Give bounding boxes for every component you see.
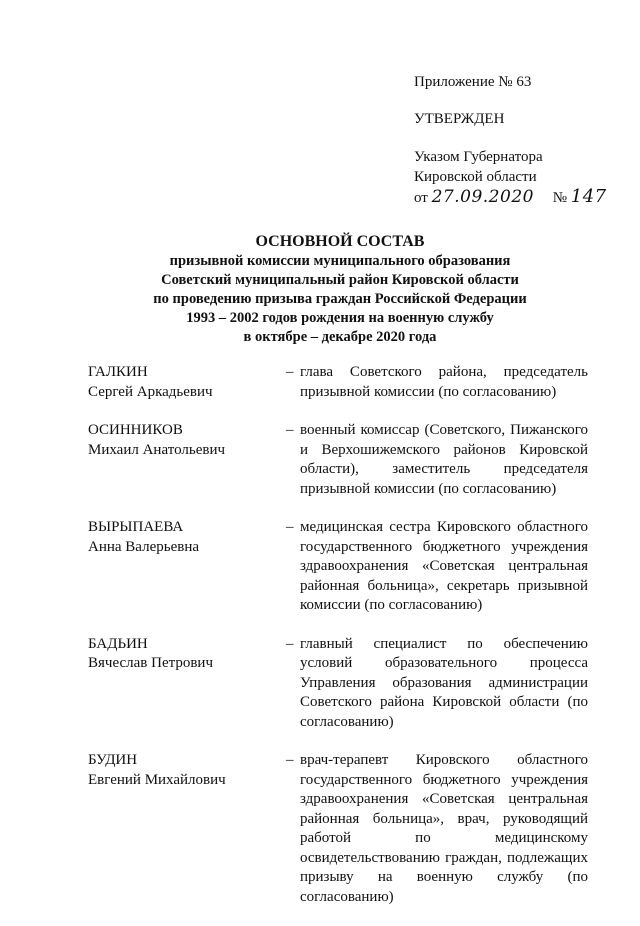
member-entry	[88, 518, 588, 616]
member-dash: –	[286, 422, 294, 438]
member-entry	[88, 751, 588, 907]
title-line-4: 1993 – 2002 годов рождения на военную службу	[186, 310, 494, 326]
member-surname: БУДИН	[88, 752, 138, 768]
member-name	[88, 421, 278, 460]
document-title: ОСНОВНОЙ СОСТАВ	[255, 233, 425, 250]
number-prefix: №	[552, 190, 568, 206]
member-surname: ГАЛКИН	[88, 364, 148, 380]
handwritten-number: 147	[570, 186, 607, 207]
member-role: медицинская сестра Кировского областного государственного бюджетного учреждения здравоохранения «Советская центральная районная больница», секретарь призывной комиссии (по согласованию)	[300, 519, 588, 613]
member-name	[88, 635, 278, 674]
title-line-1: призывной комиссии муниципального образования	[169, 253, 511, 269]
date-prefix: от	[414, 190, 428, 206]
member-given-name: Евгений Михайлович	[88, 771, 226, 788]
member-role: глава Советского района, председатель призывной комиссии (по согласованию)	[300, 364, 588, 400]
member-entry	[88, 363, 588, 402]
decree-line-2: Кировской области	[414, 169, 537, 185]
member-given-name: Анна Валерьевна	[88, 538, 199, 555]
member-role: главный специалист по обеспечению условий образовательного процесса Управления образования администрации Советского района Кировской области (по согласованию)	[300, 635, 588, 730]
members-list	[88, 363, 588, 926]
approved-stamp: УТВЕРЖДЕН	[414, 111, 505, 127]
member-given-name: Михаил Анатольевич	[88, 441, 226, 458]
member-entry	[88, 421, 588, 499]
member-name	[88, 363, 278, 402]
member-dash: –	[286, 364, 294, 380]
member-dash: –	[286, 635, 294, 652]
member-role: военный комиссар (Советского, Пижанского и Верхошижемского районов Кировской области), заместитель председателя призывной комиссии (по согласованию)	[300, 422, 588, 497]
member-entry	[88, 635, 588, 733]
title-line-3: по проведению призыва граждан Российской Федерации	[153, 291, 527, 307]
decree-line-1: Указом Губернатора	[414, 149, 543, 165]
member-name	[88, 518, 278, 557]
member-dash: –	[286, 752, 294, 768]
member-name	[88, 751, 278, 790]
member-given-name: Вячеслав Петрович	[88, 655, 213, 671]
appendix-label: Приложение № 63	[414, 74, 532, 90]
member-surname: ОСИННИКОВ	[88, 422, 183, 438]
member-surname: БАДЬИН	[88, 635, 148, 652]
title-line-5: в октябре – декабре 2020 года	[243, 329, 437, 345]
member-dash: –	[286, 519, 294, 535]
document-title-block	[60, 232, 620, 347]
member-role: врач-терапевт Кировского областного государственного бюджетного учреждения здравоохранения «Советская центральная районная больница», врач, руководящий работой по медицинскому освидетельствованию граждан, подлежащих призыву на военную службу (по согласованию)	[300, 752, 588, 905]
title-line-2: Советский муниципальный район Кировской области	[161, 272, 519, 288]
appendix-block	[414, 72, 624, 208]
decree-date-line	[414, 187, 624, 208]
handwritten-date: 27.09.2020	[431, 187, 534, 207]
member-surname: ВЫРЫПАЕВА	[88, 519, 184, 535]
member-given-name: Сергей Аркадьевич	[88, 383, 213, 400]
